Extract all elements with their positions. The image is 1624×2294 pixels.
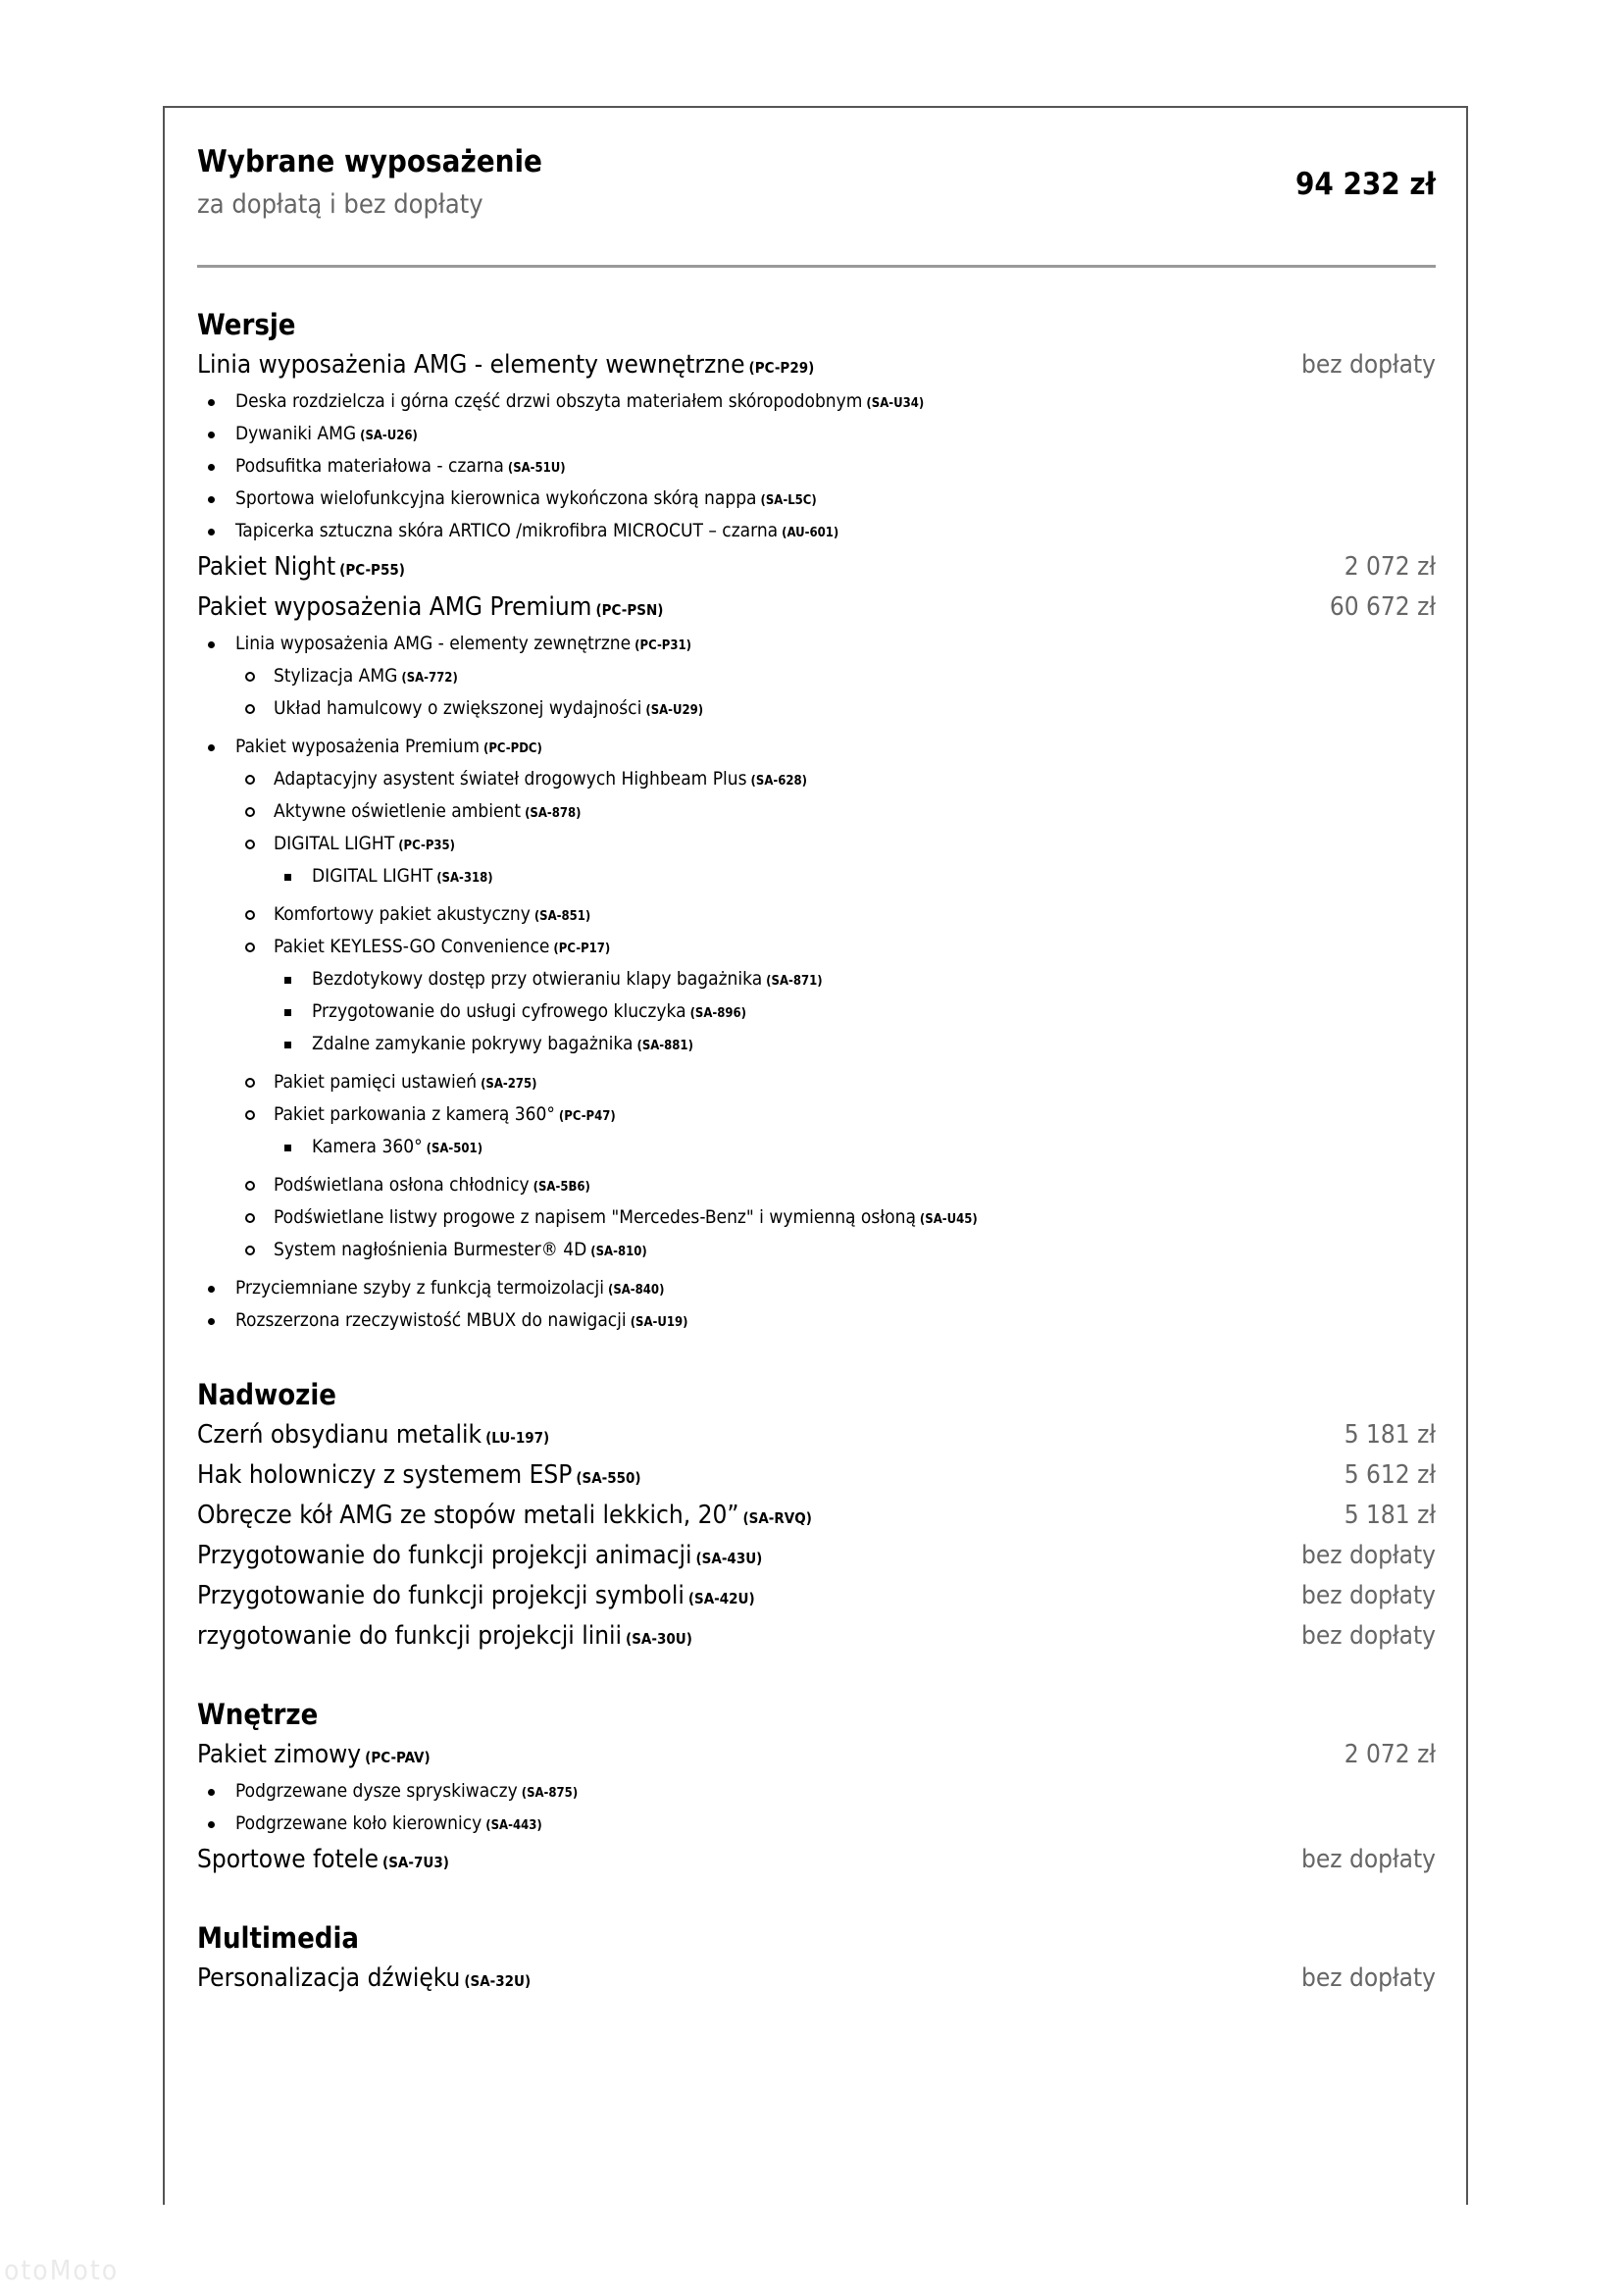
equipment-row [197, 346, 1436, 386]
sub-item: Aktywne oświetlenie ambient (SA-878) [197, 796, 1436, 829]
equipment-row [197, 548, 1436, 588]
sub-item: Zdalne zamykanie pokrywy bagażnika (SA-881) [197, 1029, 1436, 1061]
sub-item: Dywaniki AMG (SA-U26) [197, 419, 1436, 451]
equipment-row [197, 1577, 1436, 1617]
sub-item: DIGITAL LIGHT (PC-P35) [197, 829, 1436, 861]
sub-item: Sportowa wielofunkcyjna kierownica wykończona skórą nappa (SA-L5C) [197, 484, 1436, 516]
equipment-row [197, 1736, 1436, 1776]
item-price: bez dopłaty [1301, 1541, 1436, 1570]
equipment-row [197, 1497, 1436, 1537]
item-price: 5 181 zł [1344, 1501, 1436, 1530]
item-code: (SA-550) [576, 1469, 641, 1487]
item-code: (PC-PAV) [365, 1749, 431, 1766]
item-price: bez dopłaty [1301, 1581, 1436, 1610]
page-subtitle: za dopłatą i bez dopłaty [197, 189, 483, 220]
sub-item: Stylizacja AMG (SA-772) [197, 661, 1436, 693]
section-title: Nadwozie [197, 1378, 336, 1411]
item-price: 2 072 zł [1344, 1740, 1436, 1769]
section-wersje [197, 307, 1436, 1338]
section-nadwozie [197, 1377, 1436, 1657]
item-price: 60 672 zł [1329, 592, 1436, 622]
equipment-row [197, 588, 1436, 629]
item-code: (PC-PSN) [595, 601, 664, 619]
equipment-row [197, 1537, 1436, 1577]
item-price: 5 612 zł [1344, 1460, 1436, 1490]
sub-item: Podgrzewane dysze spryskiwaczy (SA-875) [197, 1776, 1436, 1809]
equipment-row [197, 1960, 1436, 2000]
sub-item: Linia wyposażenia AMG - elementy zewnętrzne (PC-P31) [197, 629, 1436, 661]
sub-item: Adaptacyjny asystent świateł drogowych Highbeam Plus (SA-628) [197, 764, 1436, 796]
item-name: Hak holowniczy z systemem ESP [197, 1460, 573, 1490]
section-wnetrze [197, 1697, 1436, 1881]
sub-item: Deska rozdzielcza i górna część drzwi obszyta materiałem skóropodobnym (SA-U34) [197, 386, 1436, 419]
equipment-summary [197, 142, 1436, 2000]
item-code: (PC-P55) [339, 561, 405, 579]
equipment-row [197, 1617, 1436, 1657]
item-name: Linia wyposażenia AMG - elementy wewnętrzne [197, 350, 745, 380]
sub-item: Pakiet KEYLESS-GO Convenience (PC-P17) [197, 932, 1436, 964]
sub-item: Kamera 360° (SA-501) [197, 1132, 1436, 1164]
item-price: bez dopłaty [1301, 1963, 1436, 1993]
equipment-row [197, 1841, 1436, 1881]
item-price: bez dopłaty [1301, 350, 1436, 380]
sub-item: Pakiet wyposażenia Premium (PC-PDC) [197, 732, 1436, 764]
sub-item: Bezdotykowy dostęp przy otwieraniu klapy bagażnika (SA-871) [197, 964, 1436, 996]
item-name: Pakiet zimowy [197, 1740, 362, 1769]
item-name: Personalizacja dźwięku [197, 1963, 461, 1993]
header-divider [197, 265, 1436, 268]
item-name: Obręcze kół AMG ze stopów metali lekkich, 20” [197, 1501, 739, 1530]
item-code: (SA-43U) [695, 1550, 763, 1567]
item-name: Czerń obsydianu metalik [197, 1420, 482, 1450]
sub-item: Pakiet parkowania z kamerą 360° (PC-P47) [197, 1099, 1436, 1132]
item-code: (SA-32U) [464, 1972, 532, 1990]
item-code: (SA-RVQ) [742, 1509, 812, 1527]
item-name: Pakiet Night [197, 552, 336, 582]
sub-item: Podświetlana osłona chłodnicy (SA-5B6) [197, 1170, 1436, 1202]
sub-item: System nagłośnienia Burmester® 4D (SA-810) [197, 1235, 1436, 1267]
item-code: (LU-197) [485, 1429, 550, 1447]
item-price: bez dopłaty [1301, 1621, 1436, 1651]
item-name: Sportowe fotele [197, 1845, 380, 1874]
item-price: 2 072 zł [1344, 552, 1436, 582]
item-code: (SA-7U3) [382, 1854, 449, 1871]
sub-item: Rozszerzona rzeczywistość MBUX do nawigacji (SA-U19) [197, 1305, 1436, 1338]
section-multimedia [197, 1920, 1436, 2000]
section-title: Wnętrze [197, 1698, 319, 1731]
item-name: Przygotowanie do funkcji projekcji symboli [197, 1581, 685, 1610]
equipment-row [197, 1416, 1436, 1456]
section-title: Multimedia [197, 1921, 359, 1955]
sub-item: Podgrzewane koło kierownicy (SA-443) [197, 1809, 1436, 1841]
equipment-row [197, 1456, 1436, 1497]
item-name: rzygotowanie do funkcji projekcji linii [197, 1621, 623, 1651]
page-title: Wybrane wyposażenie [197, 144, 542, 179]
sub-item: Układ hamulcowy o zwiększonej wydajności (SA-U29) [197, 693, 1436, 726]
item-code: (SA-30U) [626, 1630, 692, 1648]
item-price: bez dopłaty [1301, 1845, 1436, 1874]
item-code: (SA-42U) [687, 1590, 755, 1607]
item-price: 5 181 zł [1344, 1420, 1436, 1450]
item-name: Przygotowanie do funkcji projekcji animacji [197, 1541, 692, 1570]
sub-item: Komfortowy pakiet akustyczny (SA-851) [197, 899, 1436, 932]
sub-item: DIGITAL LIGHT (SA-318) [197, 861, 1436, 893]
sub-item: Pakiet pamięci ustawień (SA-275) [197, 1067, 1436, 1099]
sub-item: Tapicerka sztuczna skóra ARTICO /mikrofibra MICROCUT – czarna (AU-601) [197, 516, 1436, 548]
sub-item: Przyciemniane szyby z funkcją termoizolacji (SA-840) [197, 1273, 1436, 1305]
item-name: Pakiet wyposażenia AMG Premium [197, 592, 592, 622]
sub-item: Przygotowanie do usługi cyfrowego kluczyka (SA-896) [197, 996, 1436, 1029]
section-title: Wersje [197, 308, 296, 341]
total-price: 94 232 zł [1294, 167, 1436, 202]
watermark: otoMoto [4, 2254, 120, 2286]
sub-item: Podsufitka materiałowa - czarna (SA-51U) [197, 451, 1436, 484]
summary-header [197, 142, 1436, 265]
sub-item: Podświetlane listwy progowe z napisem "Mercedes-Benz" i wymienną osłoną (SA-U45) [197, 1202, 1436, 1235]
item-code: (PC-P29) [748, 359, 815, 377]
